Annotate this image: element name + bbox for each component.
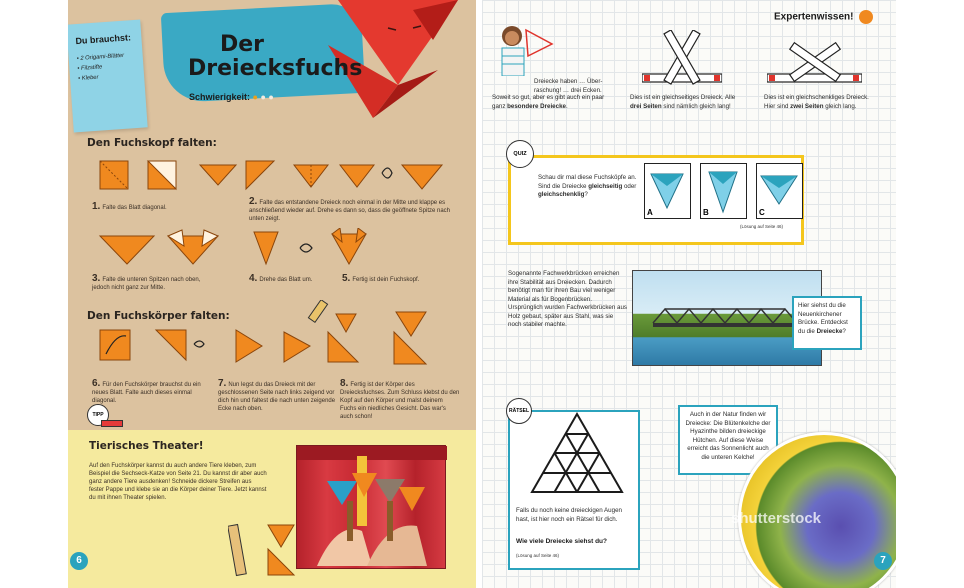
riddle-solution: (Lösung auf Seite 46) (516, 553, 560, 558)
step-7: 7. Nun legst du das Dreieck mit der geschlossenen Seite nach links zeigend vor dich hin und faltest die nach unten zeigende Ecke nach oben. (218, 378, 336, 412)
page-number: 6 (70, 552, 88, 570)
head-fold-diagrams-row2 (96, 228, 436, 273)
left-page (68, 0, 476, 588)
quiz-label-a: A (647, 208, 653, 217)
quiz-label-c: C (759, 208, 765, 217)
pencil-icon (101, 420, 123, 427)
quiz-card-b (700, 163, 747, 219)
quiz-solution: (Lösung auf Seite 46) (740, 224, 784, 229)
bridge-text: Sogenannte Fachwerkbrücken erreichen ihre Stabilität aus Dreiecken. Dadurch benötigt man für ihren Bau viel weniger Material als für Bogenbrücken. Ursprünglich wurden Fachwerkbrücken aus Holz gebaut, später aus Stahl, was sie noch stabiler machte. (508, 270, 627, 328)
head-section-heading: Den Fuchskopf falten: (87, 137, 217, 149)
quiz-badge: QUIZ (506, 140, 534, 168)
page-title-line2: Dreiecksfuchs (188, 56, 363, 81)
quiz-label-b: B (703, 208, 709, 217)
watermark: shutterstock (731, 510, 822, 527)
page-title-line1: Der (220, 32, 265, 57)
step-3: 3. Falte die unteren Spitzen nach oben, jedoch nicht ganz zur Mitte. (92, 273, 201, 291)
equilateral-triangle-sticks (642, 30, 722, 88)
body-fold-diagrams (96, 300, 466, 375)
intro-text: Soweit so gut, aber es gibt auch ein paar ganz besondere Dreiecke. (492, 94, 605, 110)
difficulty-label: Schwierigkeit: (189, 92, 251, 102)
step-1: 1. Falte das Blatt diagonal. (92, 201, 167, 212)
isosceles-text: Dies ist ein gleichschenkliges Dreieck. Hier sind zwei Seiten gleich lang. (764, 94, 869, 110)
step-2: 2. Falte das entstandene Dreieck noch einmal in der Mitte und klappe es anschließend wieder auf. Drehe es dann so, dass die geöffnete Spitze nach unten zeigt. (249, 196, 451, 222)
supplies-item: • Filzstifte (77, 64, 103, 73)
riddle-question: Wie viele Dreiecke siehst du? (516, 538, 607, 545)
expert-header (774, 10, 873, 24)
riddle-text: Falls du noch keine dreieckigen Augen hast, ist hier noch ein Rätsel für dich. (516, 507, 622, 523)
step-8: 8. Fertig ist der Körper des Dreiecksfuchses. Zum Schluss klebst du den Kopf auf den Körper und malst deinem Fuchs ein niedliches Gesicht. Das war's auch schon! (340, 378, 460, 420)
intro-speech: Dreiecke haben … Über- raschung! … drei Ecken. (534, 78, 603, 94)
fox-face-icon (859, 10, 873, 24)
girl-holding-triangle-illustration (496, 20, 556, 76)
supplies-list (76, 51, 125, 84)
step-6: 6. Für den Fuchskörper brauchst du ein neues Blatt. Falte auch dieses einmal diagonal. (92, 378, 201, 404)
flower-callout: Auch in der Natur finden wir Dreiecke: Die Blütenkelche der Hyazinthe bilden dreieckige Hütchen. Auf diese Weise erreicht das Sonnenlicht auch die unteren Kelche! (678, 405, 778, 475)
supplies-item: • Kleber (77, 74, 99, 83)
fox-stick-illustration (228, 505, 298, 580)
head-fold-diagrams-row1 (96, 155, 476, 200)
mouse-icon: ● (252, 92, 261, 102)
page-number: 7 (874, 552, 892, 570)
supplies-heading: Du brauchst: (75, 32, 132, 47)
quiz-card-c (756, 163, 803, 219)
expert-label: Expertenwissen! (774, 11, 854, 23)
supplies-sticky-note (68, 20, 148, 133)
isosceles-triangle-sticks (767, 38, 862, 86)
tip-badge: TIPP (87, 404, 109, 426)
quiz-card-a (644, 163, 691, 219)
riddle-badge: RÄTSEL (506, 398, 532, 424)
theater-heading: Tierisches Theater! (89, 440, 204, 452)
body-section-heading: Den Fuchskörper falten: (87, 310, 230, 322)
quiz-text: Schau dir mal diese Fuchsköpfe an. Sind die Dreiecke gleichseitig oder gleichschenklig? (538, 174, 637, 198)
mouse-icon: ● ● (260, 92, 274, 102)
step-4: 4. Drehe das Blatt um. (249, 273, 313, 284)
step-5: 5. Fertig ist dein Fuchskopf. (342, 273, 420, 284)
right-page (482, 0, 896, 588)
bridge-callout: Hier siehst du die Neuenkirchener Brücke. Entdeckst du die Dreiecke? (792, 296, 862, 350)
puppet-theater-photo (296, 445, 446, 569)
equilateral-text: Dies ist ein gleichseitiges Dreieck. Alle drei Seiten sind nämlich gleich lang! (630, 94, 736, 110)
supplies-item: • 2 Origami-Blätter (76, 52, 125, 63)
difficulty-row (189, 92, 274, 102)
nested-triangles-puzzle (530, 412, 625, 494)
theater-text: Auf den Fuchskörper kannst du auch andere Tiere kleben, zum Beispiel die Sechseck-Katze von Seite 21. Du kannst dir aber auch ganz andere Tiere ausdenken! Schneide dickere Streifen aus fester Pappe und klebe sie an die Körper deiner Tiere. Jetzt kannst du mit ihnen Theater spielen. (89, 463, 267, 501)
